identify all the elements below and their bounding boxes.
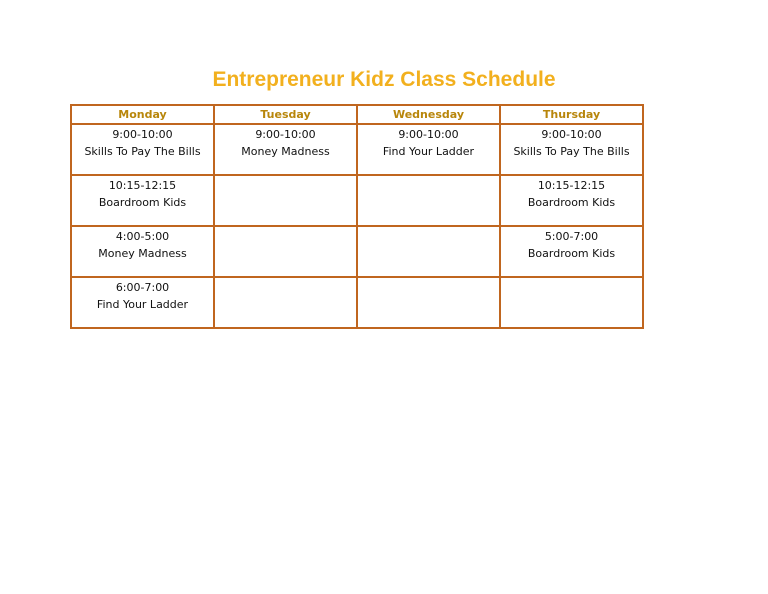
schedule-cell — [357, 175, 500, 226]
header-wednesday: Wednesday — [357, 105, 500, 124]
class-name: Find Your Ladder — [96, 298, 189, 311]
schedule-cell — [357, 226, 500, 277]
page-title: Entrepreneur Kidz Class Schedule — [212, 68, 556, 91]
class-time: 9:00-10:00 — [112, 128, 173, 141]
schedule-cell — [500, 226, 643, 277]
class-name: Find Your Ladder — [382, 145, 475, 158]
class-time: 9:00-10:00 — [541, 128, 602, 141]
header-monday: Monday — [71, 105, 214, 124]
table-row — [71, 124, 643, 175]
class-time: 10:15-12:15 — [537, 179, 606, 192]
schedule-cell — [500, 124, 643, 175]
schedule-cell — [500, 277, 643, 328]
table-row — [71, 277, 643, 328]
class-name: Skills To Pay The Bills — [84, 145, 201, 158]
schedule-table — [70, 104, 644, 329]
schedule-cell — [357, 277, 500, 328]
schedule-cell — [214, 124, 357, 175]
class-name: Money Madness — [241, 145, 330, 158]
schedule-cell — [71, 277, 214, 328]
schedule-cell — [71, 175, 214, 226]
schedule-cell — [71, 124, 214, 175]
schedule-cell — [500, 175, 643, 226]
header-tuesday: Tuesday — [214, 105, 357, 124]
schedule-cell — [71, 226, 214, 277]
class-time: 6:00-7:00 — [115, 281, 170, 294]
table-row — [71, 226, 643, 277]
class-name: Boardroom Kids — [98, 196, 187, 209]
schedule-cell — [357, 124, 500, 175]
table-row — [71, 175, 643, 226]
class-time: 4:00-5:00 — [115, 230, 170, 243]
schedule-cell — [214, 175, 357, 226]
class-name: Skills To Pay The Bills — [513, 145, 630, 158]
schedule-cell — [214, 277, 357, 328]
header-row — [71, 105, 643, 124]
class-time: 5:00-7:00 — [544, 230, 599, 243]
class-name: Money Madness — [98, 247, 187, 260]
class-name: Boardroom Kids — [527, 196, 616, 209]
class-time: 9:00-10:00 — [255, 128, 316, 141]
class-time: 9:00-10:00 — [398, 128, 459, 141]
header-thursday: Thursday — [500, 105, 643, 124]
schedule-cell — [214, 226, 357, 277]
class-time: 10:15-12:15 — [108, 179, 177, 192]
class-name: Boardroom Kids — [527, 247, 616, 260]
